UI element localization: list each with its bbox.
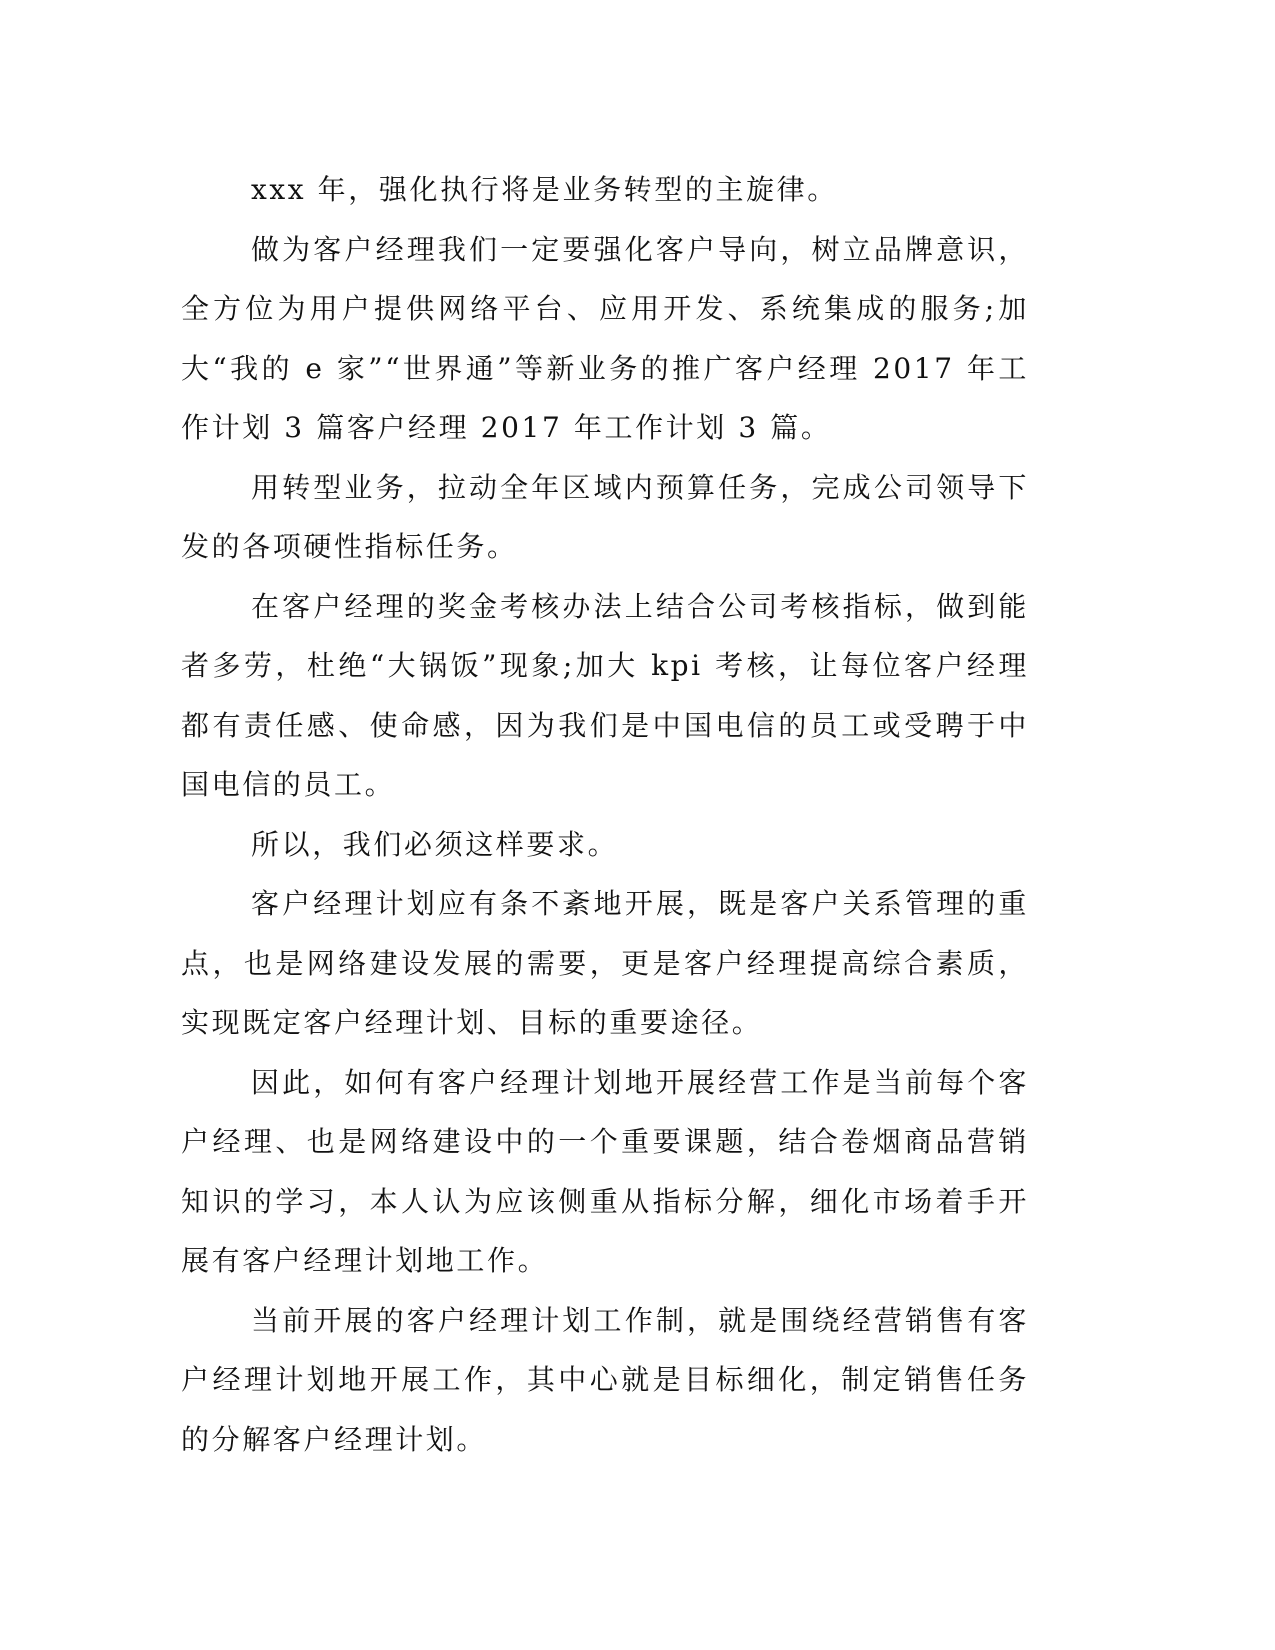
paragraph: 做为客户经理我们一定要强化客户导向，树立品牌意识，全方位为用户提供网络平台、应用开发、系统集成的服务;加大“我的 e 家”“世界通”等新业务的推广客户经理 2017 年工作计划 3 篇客户经理 2017 年工作计划 3 篇。	[181, 232, 1029, 444]
paragraph: 所以，我们必须这样要求。	[251, 827, 619, 861]
paragraph: 在客户经理的奖金考核办法上结合公司考核指标，做到能者多劳，杜绝“大锅饭”现象;加大 kpi 考核，让每位客户经理都有责任感、使命感，因为我们是中国电信的员工或受聘于中国电信的员工。	[181, 589, 1029, 801]
paragraph: 当前开展的客户经理计划工作制，就是围绕经营销售有客户经理计划地开展工作，其中心就是目标细化，制定销售任务的分解客户经理计划。	[181, 1303, 1029, 1456]
paragraph: 用转型业务，拉动全年区域内预算任务，完成公司领导下发的各项硬性指标任务。	[181, 470, 1029, 563]
paragraph: 因此，如何有客户经理计划地开展经营工作是当前每个客户经理、也是网络建设中的一个重要课题，结合卷烟商品营销知识的学习，本人认为应该侧重从指标分解，细化市场着手开展有客户经理计划地工作。	[181, 1065, 1029, 1277]
paragraph: xxx 年，强化执行将是业务转型的主旋律。	[251, 173, 838, 206]
document-body	[181, 160, 1029, 1469]
paragraph: 客户经理计划应有条不紊地开展，既是客户关系管理的重点，也是网络建设发展的需要，更是客户经理提高综合素质，实现既定客户经理计划、目标的重要途径。	[181, 887, 1029, 1039]
